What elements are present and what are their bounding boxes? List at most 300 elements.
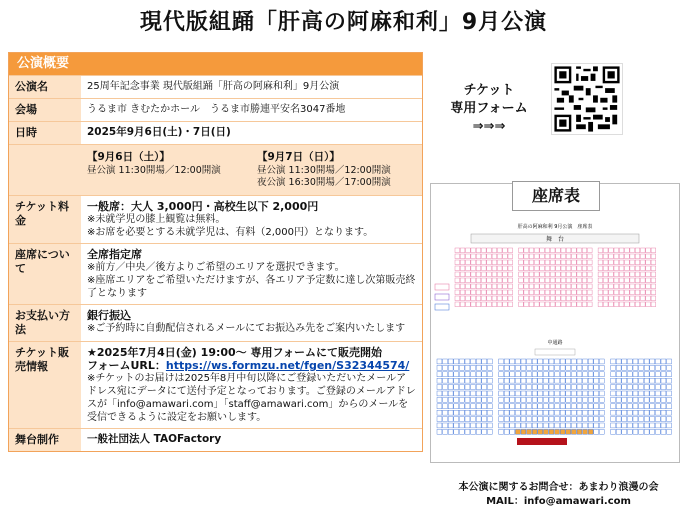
schedule-day-1: 【9月6日（土）】 昼公演 11:30開場／12:00開演 bbox=[87, 151, 221, 176]
seat bbox=[644, 404, 649, 409]
seat bbox=[459, 417, 464, 422]
seat bbox=[443, 385, 448, 390]
seat bbox=[504, 391, 509, 396]
seat bbox=[651, 290, 656, 295]
seat bbox=[555, 397, 560, 402]
seat bbox=[524, 248, 529, 253]
seat bbox=[538, 410, 543, 415]
seat bbox=[460, 278, 465, 283]
row-seating bbox=[9, 243, 422, 304]
seat bbox=[627, 410, 632, 415]
seat bbox=[508, 272, 513, 277]
seat bbox=[582, 266, 587, 271]
seat bbox=[556, 266, 561, 271]
seat bbox=[556, 284, 561, 289]
seat bbox=[667, 417, 672, 422]
seat bbox=[661, 410, 666, 415]
seat bbox=[588, 290, 593, 295]
seat bbox=[582, 260, 587, 265]
seat bbox=[497, 266, 502, 271]
seating-chart-label: 座席表 bbox=[512, 181, 600, 211]
seat bbox=[448, 429, 453, 434]
seat bbox=[603, 296, 608, 301]
seat bbox=[540, 260, 545, 265]
row-label: 公演名 bbox=[9, 76, 81, 98]
seat bbox=[519, 302, 524, 307]
seat bbox=[633, 365, 638, 370]
seat bbox=[555, 378, 560, 383]
seat bbox=[504, 397, 509, 402]
seat bbox=[465, 385, 470, 390]
seat bbox=[588, 272, 593, 277]
seat bbox=[635, 254, 640, 259]
seat bbox=[540, 272, 545, 277]
seat bbox=[497, 284, 502, 289]
seat bbox=[572, 260, 577, 265]
seat bbox=[465, 359, 470, 364]
seat bbox=[476, 404, 481, 409]
seat bbox=[598, 248, 603, 253]
seat bbox=[655, 385, 660, 390]
seat bbox=[459, 372, 464, 377]
seat bbox=[455, 278, 460, 283]
seat bbox=[471, 278, 476, 283]
seat bbox=[635, 296, 640, 301]
seat bbox=[465, 404, 470, 409]
seat bbox=[566, 254, 571, 259]
seat bbox=[633, 372, 638, 377]
seat bbox=[635, 278, 640, 283]
seat bbox=[572, 266, 577, 271]
seat bbox=[619, 284, 624, 289]
seat bbox=[577, 272, 582, 277]
seat bbox=[561, 302, 566, 307]
seat bbox=[529, 260, 534, 265]
seat bbox=[588, 365, 593, 370]
seat bbox=[661, 397, 666, 402]
seat bbox=[459, 429, 464, 434]
seat bbox=[588, 266, 593, 271]
ticket-form-label: チケット 専用フォーム ⇒⇒⇒ bbox=[450, 83, 528, 134]
row-value: 2025年9月6日(土)・7日(日) bbox=[87, 126, 231, 138]
seat bbox=[503, 260, 508, 265]
seat bbox=[497, 290, 502, 295]
seat bbox=[538, 359, 543, 364]
seat bbox=[521, 372, 526, 377]
seat bbox=[476, 278, 481, 283]
seat bbox=[635, 248, 640, 253]
seat bbox=[476, 378, 481, 383]
seat bbox=[455, 260, 460, 265]
seat bbox=[644, 417, 649, 422]
row-label: 会場 bbox=[9, 99, 81, 121]
seat bbox=[527, 417, 532, 422]
seat bbox=[482, 365, 487, 370]
seat bbox=[443, 372, 448, 377]
seat bbox=[476, 266, 481, 271]
seat bbox=[614, 284, 619, 289]
seat bbox=[614, 278, 619, 283]
seat bbox=[527, 372, 532, 377]
seat bbox=[515, 359, 520, 364]
seat bbox=[577, 365, 582, 370]
seat bbox=[471, 302, 476, 307]
seat bbox=[532, 359, 537, 364]
seat bbox=[616, 423, 621, 428]
control-booth bbox=[535, 349, 575, 355]
seat bbox=[609, 260, 614, 265]
seat bbox=[566, 417, 571, 422]
seat bbox=[482, 410, 487, 415]
seat bbox=[454, 391, 459, 396]
page-title: 現代版組踊「肝高の阿麻和利」9月公演 bbox=[139, 10, 548, 35]
seat bbox=[504, 429, 509, 434]
seat bbox=[594, 359, 599, 364]
seat bbox=[651, 260, 656, 265]
seat bbox=[646, 290, 651, 295]
seat bbox=[577, 404, 582, 409]
seat bbox=[588, 296, 593, 301]
seat bbox=[510, 397, 515, 402]
seat bbox=[577, 391, 582, 396]
seat bbox=[443, 410, 448, 415]
seat bbox=[471, 429, 476, 434]
seat bbox=[566, 391, 571, 396]
seat bbox=[635, 272, 640, 277]
seat bbox=[651, 248, 656, 253]
seat bbox=[549, 365, 554, 370]
seat bbox=[540, 254, 545, 259]
seat bbox=[619, 272, 624, 277]
seat bbox=[515, 417, 520, 422]
seat bbox=[588, 423, 593, 428]
seat bbox=[497, 248, 502, 253]
seat bbox=[459, 365, 464, 370]
seat bbox=[583, 365, 588, 370]
seat bbox=[641, 260, 646, 265]
seat bbox=[487, 429, 492, 434]
seat bbox=[625, 278, 630, 283]
seat bbox=[588, 397, 593, 402]
seat bbox=[497, 260, 502, 265]
seat bbox=[588, 417, 593, 422]
seat bbox=[611, 429, 616, 434]
seat bbox=[524, 296, 529, 301]
ticket-form-link[interactable]: https://ws.formzu.net/fgen/S32344574/ bbox=[165, 359, 410, 372]
seat bbox=[521, 359, 526, 364]
row-value: 銀行振込 ※ご予約時に自動配信されるメールにてお振込み先をご案内いたします bbox=[87, 309, 406, 334]
seat bbox=[630, 248, 635, 253]
seat bbox=[622, 385, 627, 390]
seat bbox=[561, 260, 566, 265]
row-value: 全席指定席 ※前方／中央／後方よりご希望のエリアを選択できます。 ※座席エリアをご希望いただけますが、各エリア予定数に達し次第販売終了となります bbox=[87, 248, 416, 299]
seat bbox=[639, 372, 644, 377]
seat bbox=[521, 423, 526, 428]
seat bbox=[611, 365, 616, 370]
seat bbox=[646, 302, 651, 307]
seat bbox=[540, 284, 545, 289]
seat bbox=[459, 359, 464, 364]
seat bbox=[577, 260, 582, 265]
seat bbox=[633, 359, 638, 364]
seat bbox=[614, 290, 619, 295]
seat bbox=[650, 365, 655, 370]
seat bbox=[633, 417, 638, 422]
seat bbox=[588, 284, 593, 289]
seat bbox=[503, 248, 508, 253]
seat bbox=[471, 417, 476, 422]
seat bbox=[619, 260, 624, 265]
seat bbox=[448, 417, 453, 422]
seat bbox=[603, 278, 608, 283]
seat bbox=[655, 410, 660, 415]
seat bbox=[625, 296, 630, 301]
seat bbox=[460, 272, 465, 277]
seat bbox=[577, 278, 582, 283]
seat bbox=[646, 284, 651, 289]
seat bbox=[524, 266, 529, 271]
seat bbox=[460, 296, 465, 301]
seat bbox=[538, 391, 543, 396]
seat bbox=[492, 272, 497, 277]
seat bbox=[545, 284, 550, 289]
seat bbox=[545, 260, 550, 265]
seat bbox=[611, 404, 616, 409]
seat bbox=[577, 372, 582, 377]
seat bbox=[535, 260, 540, 265]
seat bbox=[622, 423, 627, 428]
seat bbox=[598, 302, 603, 307]
seat bbox=[487, 290, 492, 295]
seat bbox=[532, 391, 537, 396]
seat bbox=[504, 365, 509, 370]
seat bbox=[555, 423, 560, 428]
seat bbox=[644, 423, 649, 428]
seat bbox=[471, 284, 476, 289]
seat bbox=[644, 378, 649, 383]
seat bbox=[599, 423, 604, 428]
seat bbox=[566, 278, 571, 283]
seat bbox=[577, 254, 582, 259]
row-label: チケット販売情報 bbox=[9, 342, 81, 428]
seat bbox=[455, 302, 460, 307]
seat bbox=[476, 429, 481, 434]
seat bbox=[550, 302, 555, 307]
seat bbox=[599, 404, 604, 409]
seat bbox=[627, 404, 632, 409]
seat bbox=[644, 359, 649, 364]
seat bbox=[482, 260, 487, 265]
seat bbox=[524, 260, 529, 265]
seat bbox=[583, 397, 588, 402]
row-datetime bbox=[9, 121, 422, 144]
seat bbox=[560, 423, 565, 428]
seat bbox=[609, 290, 614, 295]
seat bbox=[661, 365, 666, 370]
seat bbox=[504, 378, 509, 383]
seat bbox=[466, 260, 471, 265]
seat bbox=[627, 391, 632, 396]
seat bbox=[611, 397, 616, 402]
seat bbox=[543, 397, 548, 402]
seat bbox=[555, 410, 560, 415]
seat bbox=[448, 404, 453, 409]
seat bbox=[510, 365, 515, 370]
seat bbox=[482, 423, 487, 428]
seat bbox=[465, 391, 470, 396]
seat bbox=[487, 372, 492, 377]
seat bbox=[524, 284, 529, 289]
seat bbox=[625, 302, 630, 307]
seat bbox=[499, 359, 504, 364]
seat bbox=[583, 372, 588, 377]
row-venue bbox=[9, 98, 422, 121]
seat bbox=[437, 423, 442, 428]
seat bbox=[594, 423, 599, 428]
seat bbox=[476, 391, 481, 396]
seat bbox=[465, 397, 470, 402]
seat bbox=[504, 385, 509, 390]
seat bbox=[487, 397, 492, 402]
seat bbox=[510, 417, 515, 422]
seat bbox=[555, 385, 560, 390]
seat bbox=[572, 272, 577, 277]
row-ticket-fee bbox=[9, 195, 422, 243]
seat bbox=[529, 278, 534, 283]
seat bbox=[572, 248, 577, 253]
seat bbox=[598, 284, 603, 289]
seat bbox=[471, 254, 476, 259]
seat bbox=[639, 429, 644, 434]
legend-back bbox=[435, 304, 449, 310]
seat bbox=[561, 296, 566, 301]
seat bbox=[635, 284, 640, 289]
seat bbox=[619, 302, 624, 307]
seat bbox=[538, 378, 543, 383]
seat bbox=[627, 417, 632, 422]
seat bbox=[535, 296, 540, 301]
seat bbox=[487, 278, 492, 283]
seat bbox=[588, 260, 593, 265]
info-header: 公演概要 bbox=[9, 53, 422, 75]
seat bbox=[655, 417, 660, 422]
seat bbox=[492, 248, 497, 253]
seat bbox=[508, 248, 513, 253]
seat bbox=[460, 254, 465, 259]
seat bbox=[644, 397, 649, 402]
seat bbox=[535, 302, 540, 307]
seat bbox=[482, 296, 487, 301]
seat bbox=[443, 359, 448, 364]
seat bbox=[476, 397, 481, 402]
seat bbox=[549, 385, 554, 390]
row-value: 一般席：大人 3,000円・高校生以下 2,000円 ※未就学児の膝上観覧は無料。 ※お席を必要とする未就学児は、有料（2,000円）となります。 bbox=[87, 200, 374, 238]
seat bbox=[482, 404, 487, 409]
seat bbox=[577, 248, 582, 253]
seat bbox=[476, 272, 481, 277]
seat bbox=[454, 397, 459, 402]
seat bbox=[566, 296, 571, 301]
seat bbox=[625, 254, 630, 259]
seat bbox=[437, 410, 442, 415]
seat bbox=[627, 385, 632, 390]
seat bbox=[651, 272, 656, 277]
seat bbox=[443, 365, 448, 370]
seat bbox=[471, 260, 476, 265]
seat bbox=[437, 391, 442, 396]
seat bbox=[594, 429, 599, 434]
seat bbox=[561, 278, 566, 283]
seat bbox=[527, 359, 532, 364]
seat bbox=[535, 290, 540, 295]
seat bbox=[616, 385, 621, 390]
seat bbox=[524, 278, 529, 283]
seat bbox=[476, 302, 481, 307]
seat bbox=[527, 429, 532, 434]
seat bbox=[482, 397, 487, 402]
seat bbox=[487, 404, 492, 409]
seat bbox=[510, 410, 515, 415]
seat bbox=[545, 302, 550, 307]
seat bbox=[521, 429, 526, 434]
seat bbox=[499, 410, 504, 415]
seat bbox=[619, 290, 624, 295]
seat bbox=[639, 359, 644, 364]
seat bbox=[651, 254, 656, 259]
seat bbox=[625, 266, 630, 271]
seat bbox=[577, 378, 582, 383]
seat bbox=[667, 378, 672, 383]
seat bbox=[583, 359, 588, 364]
seat bbox=[650, 397, 655, 402]
seat bbox=[588, 359, 593, 364]
seat bbox=[630, 254, 635, 259]
seat bbox=[538, 397, 543, 402]
seat bbox=[454, 404, 459, 409]
seat bbox=[571, 391, 576, 396]
seat bbox=[471, 248, 476, 253]
seat bbox=[499, 378, 504, 383]
seat bbox=[588, 372, 593, 377]
row-label: チケット料金 bbox=[9, 196, 81, 243]
seat bbox=[497, 302, 502, 307]
qr-code[interactable] bbox=[551, 63, 623, 135]
seat bbox=[527, 365, 532, 370]
seat bbox=[519, 278, 524, 283]
seat bbox=[566, 404, 571, 409]
seat bbox=[471, 290, 476, 295]
seat bbox=[492, 278, 497, 283]
seat bbox=[646, 248, 651, 253]
seat bbox=[616, 391, 621, 396]
seat bbox=[543, 404, 548, 409]
seat bbox=[560, 365, 565, 370]
seat bbox=[639, 391, 644, 396]
pa-booth bbox=[517, 438, 567, 445]
seat bbox=[527, 410, 532, 415]
seat bbox=[661, 404, 666, 409]
seat bbox=[616, 410, 621, 415]
seat bbox=[510, 385, 515, 390]
seat bbox=[603, 272, 608, 277]
seat bbox=[622, 397, 627, 402]
seat bbox=[538, 417, 543, 422]
seat bbox=[471, 397, 476, 402]
seat bbox=[583, 404, 588, 409]
seat bbox=[611, 423, 616, 428]
seat bbox=[566, 378, 571, 383]
seat bbox=[543, 385, 548, 390]
